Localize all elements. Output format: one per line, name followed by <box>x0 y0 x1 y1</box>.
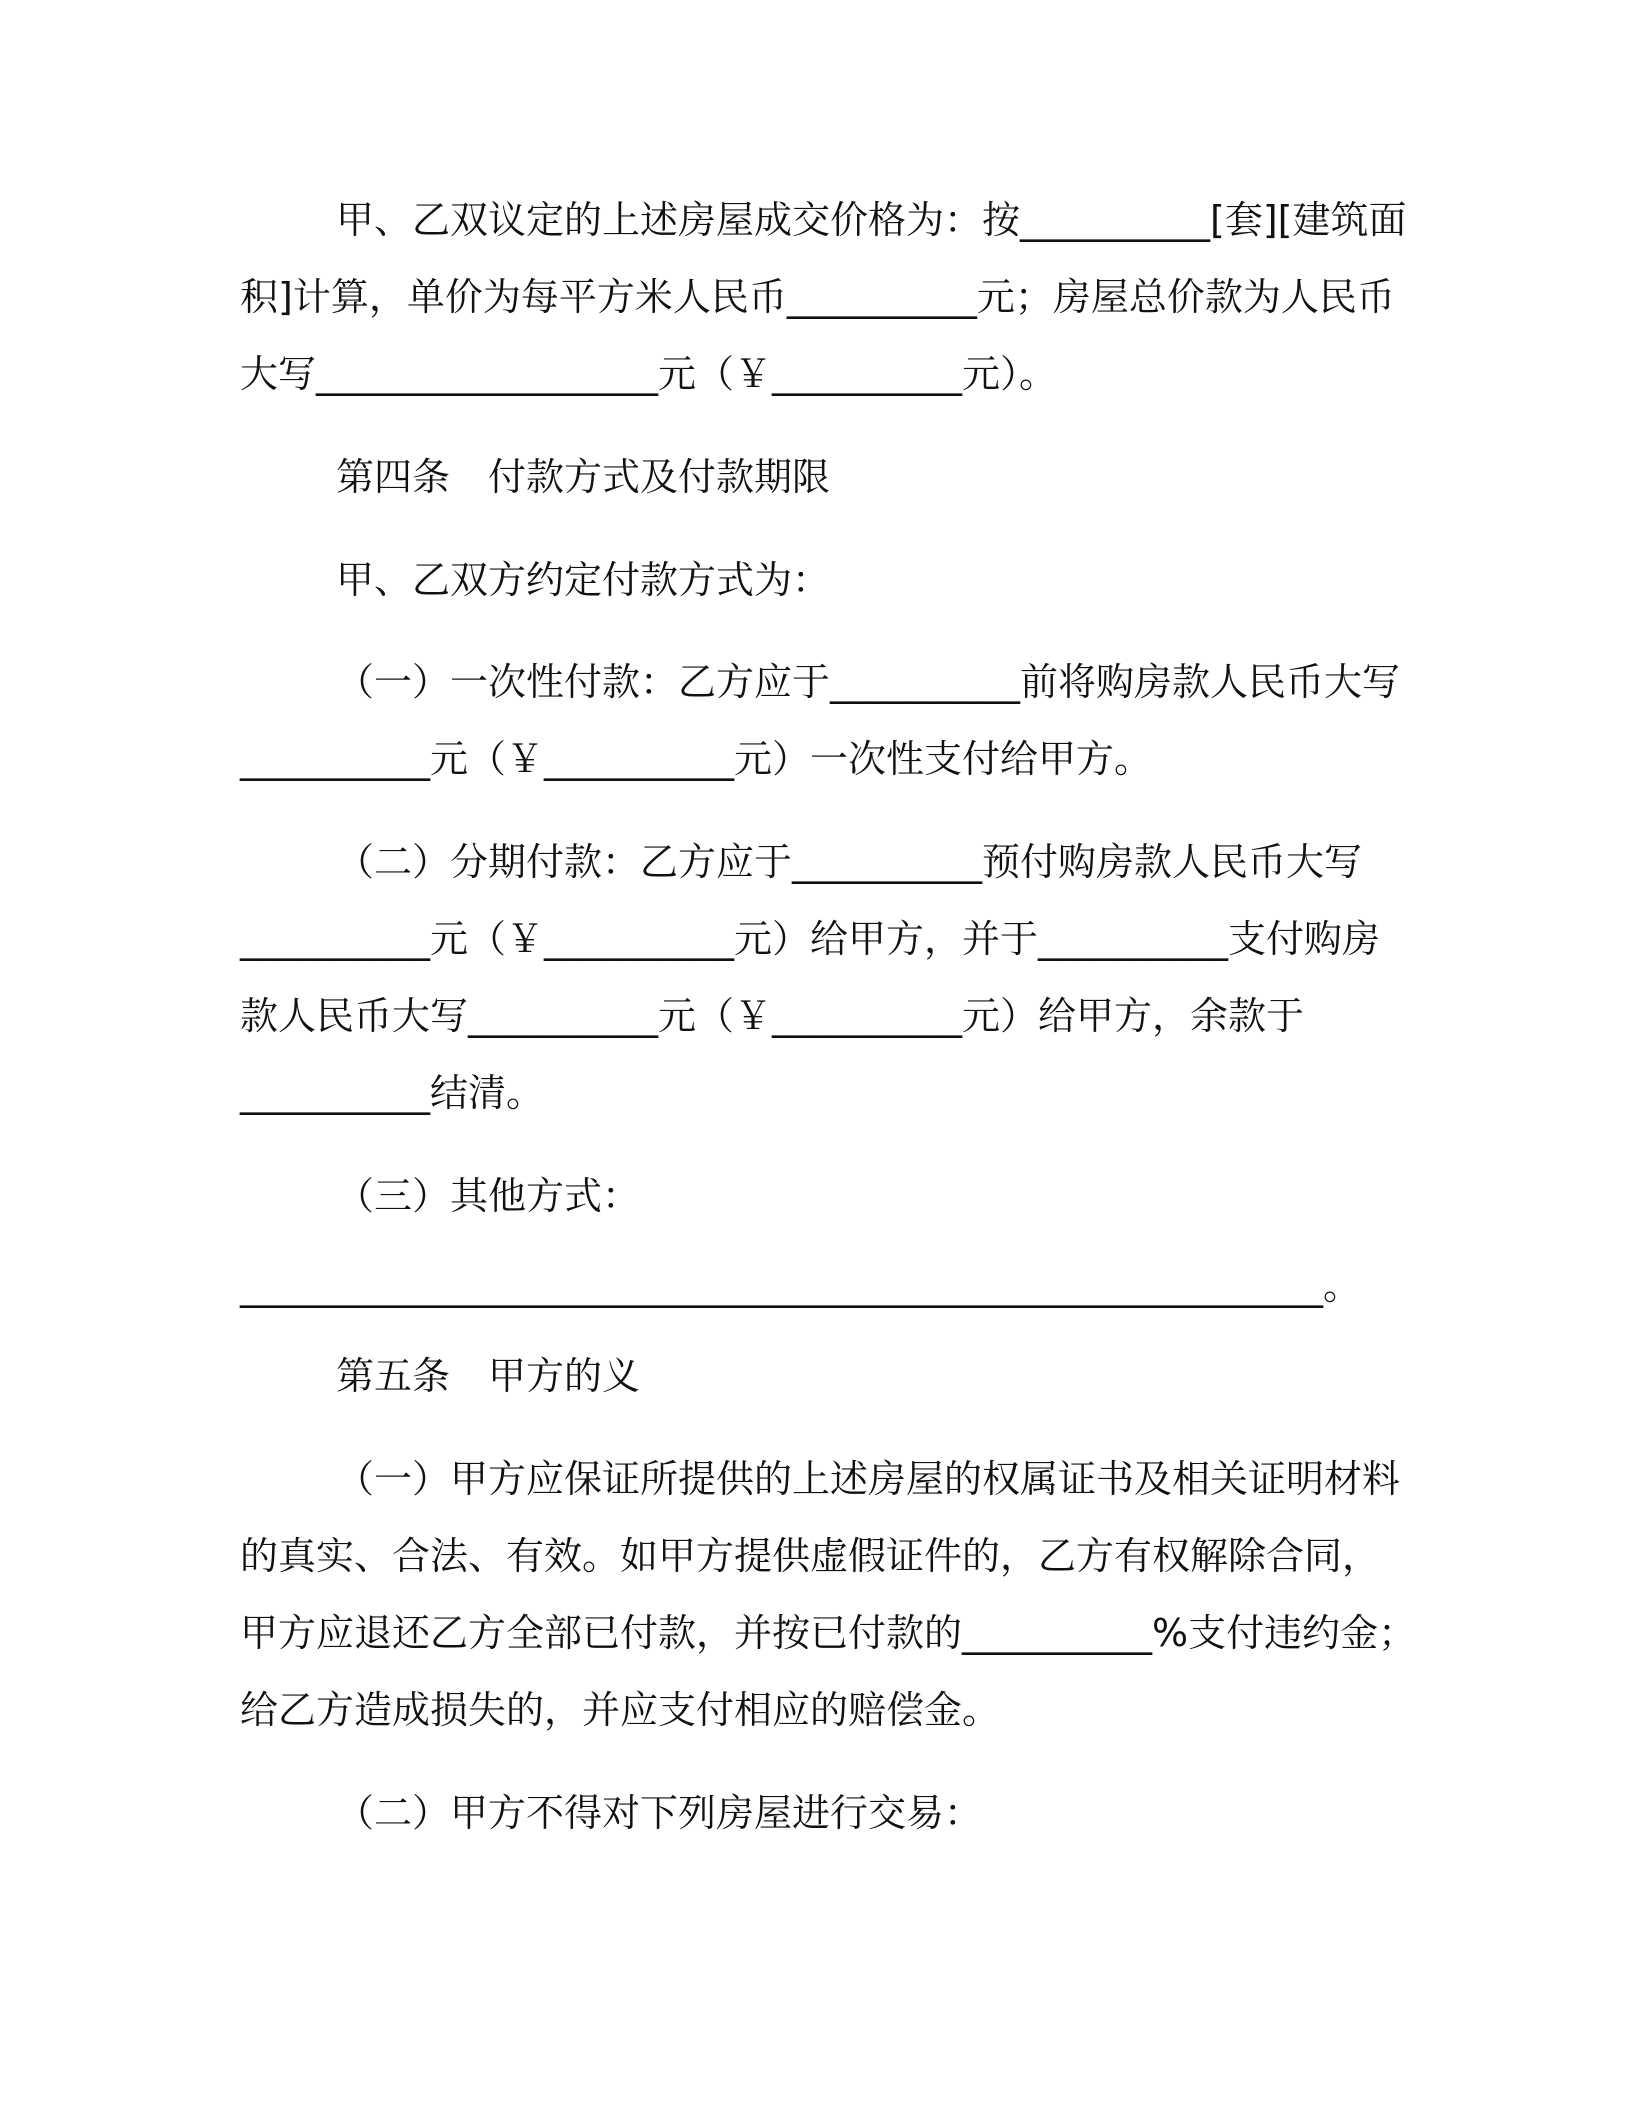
article-4-heading: 第四条 付款方式及付款期限 <box>336 455 831 499</box>
other-method-blank: _________________________________________________________。 <box>240 1264 1362 1308</box>
installment-line-1: （二）分期付款：乙方应于__________预付购房款人民币大写 <box>336 840 1363 884</box>
installment-line-2: __________元（￥__________元）给甲方，并于__________支付购房 <box>240 917 1381 961</box>
paragraph-price-line-1: 甲、乙双议定的上述房屋成交价格为：按__________[套][建筑面 <box>336 198 1407 242</box>
obligation-1-line-4: 给乙方造成损失的，并应支付相应的赔偿金。 <box>240 1688 1001 1732</box>
installment-line-3: 款人民币大写__________元（￥__________元）给甲方，余款于 <box>240 994 1305 1038</box>
installment-line-4: __________结清。 <box>240 1071 545 1115</box>
article-5-heading: 第五条 甲方的义 <box>336 1354 641 1398</box>
obligation-1-line-1: （一）甲方应保证所提供的上述房屋的权属证书及相关证明材料 <box>336 1457 1401 1501</box>
paragraph-price-line-2: 积]计算，单价为每平方米人民币__________元；房屋总价款为人民币 <box>240 275 1395 319</box>
lump-sum-line-1: （一）一次性付款：乙方应于__________前将购房款人民币大写 <box>336 660 1401 704</box>
obligation-1-line-2: 的真实、合法、有效。如甲方提供虚假证件的，乙方有权解除合同， <box>240 1534 1381 1578</box>
obligation-2-line-1: （二）甲方不得对下列房屋进行交易： <box>336 1791 983 1835</box>
lump-sum-line-2: __________元（￥__________元）一次性支付给甲方。 <box>240 737 1153 781</box>
other-method-line: （三）其他方式： <box>336 1174 641 1218</box>
obligation-1-line-3: 甲方应退还乙方全部已付款，并按已付款的__________%支付违约金； <box>240 1611 1417 1655</box>
payment-intro: 甲、乙双方约定付款方式为： <box>336 558 831 602</box>
paragraph-price-line-3: 大写__________________元（￥__________元）。 <box>240 352 1058 396</box>
